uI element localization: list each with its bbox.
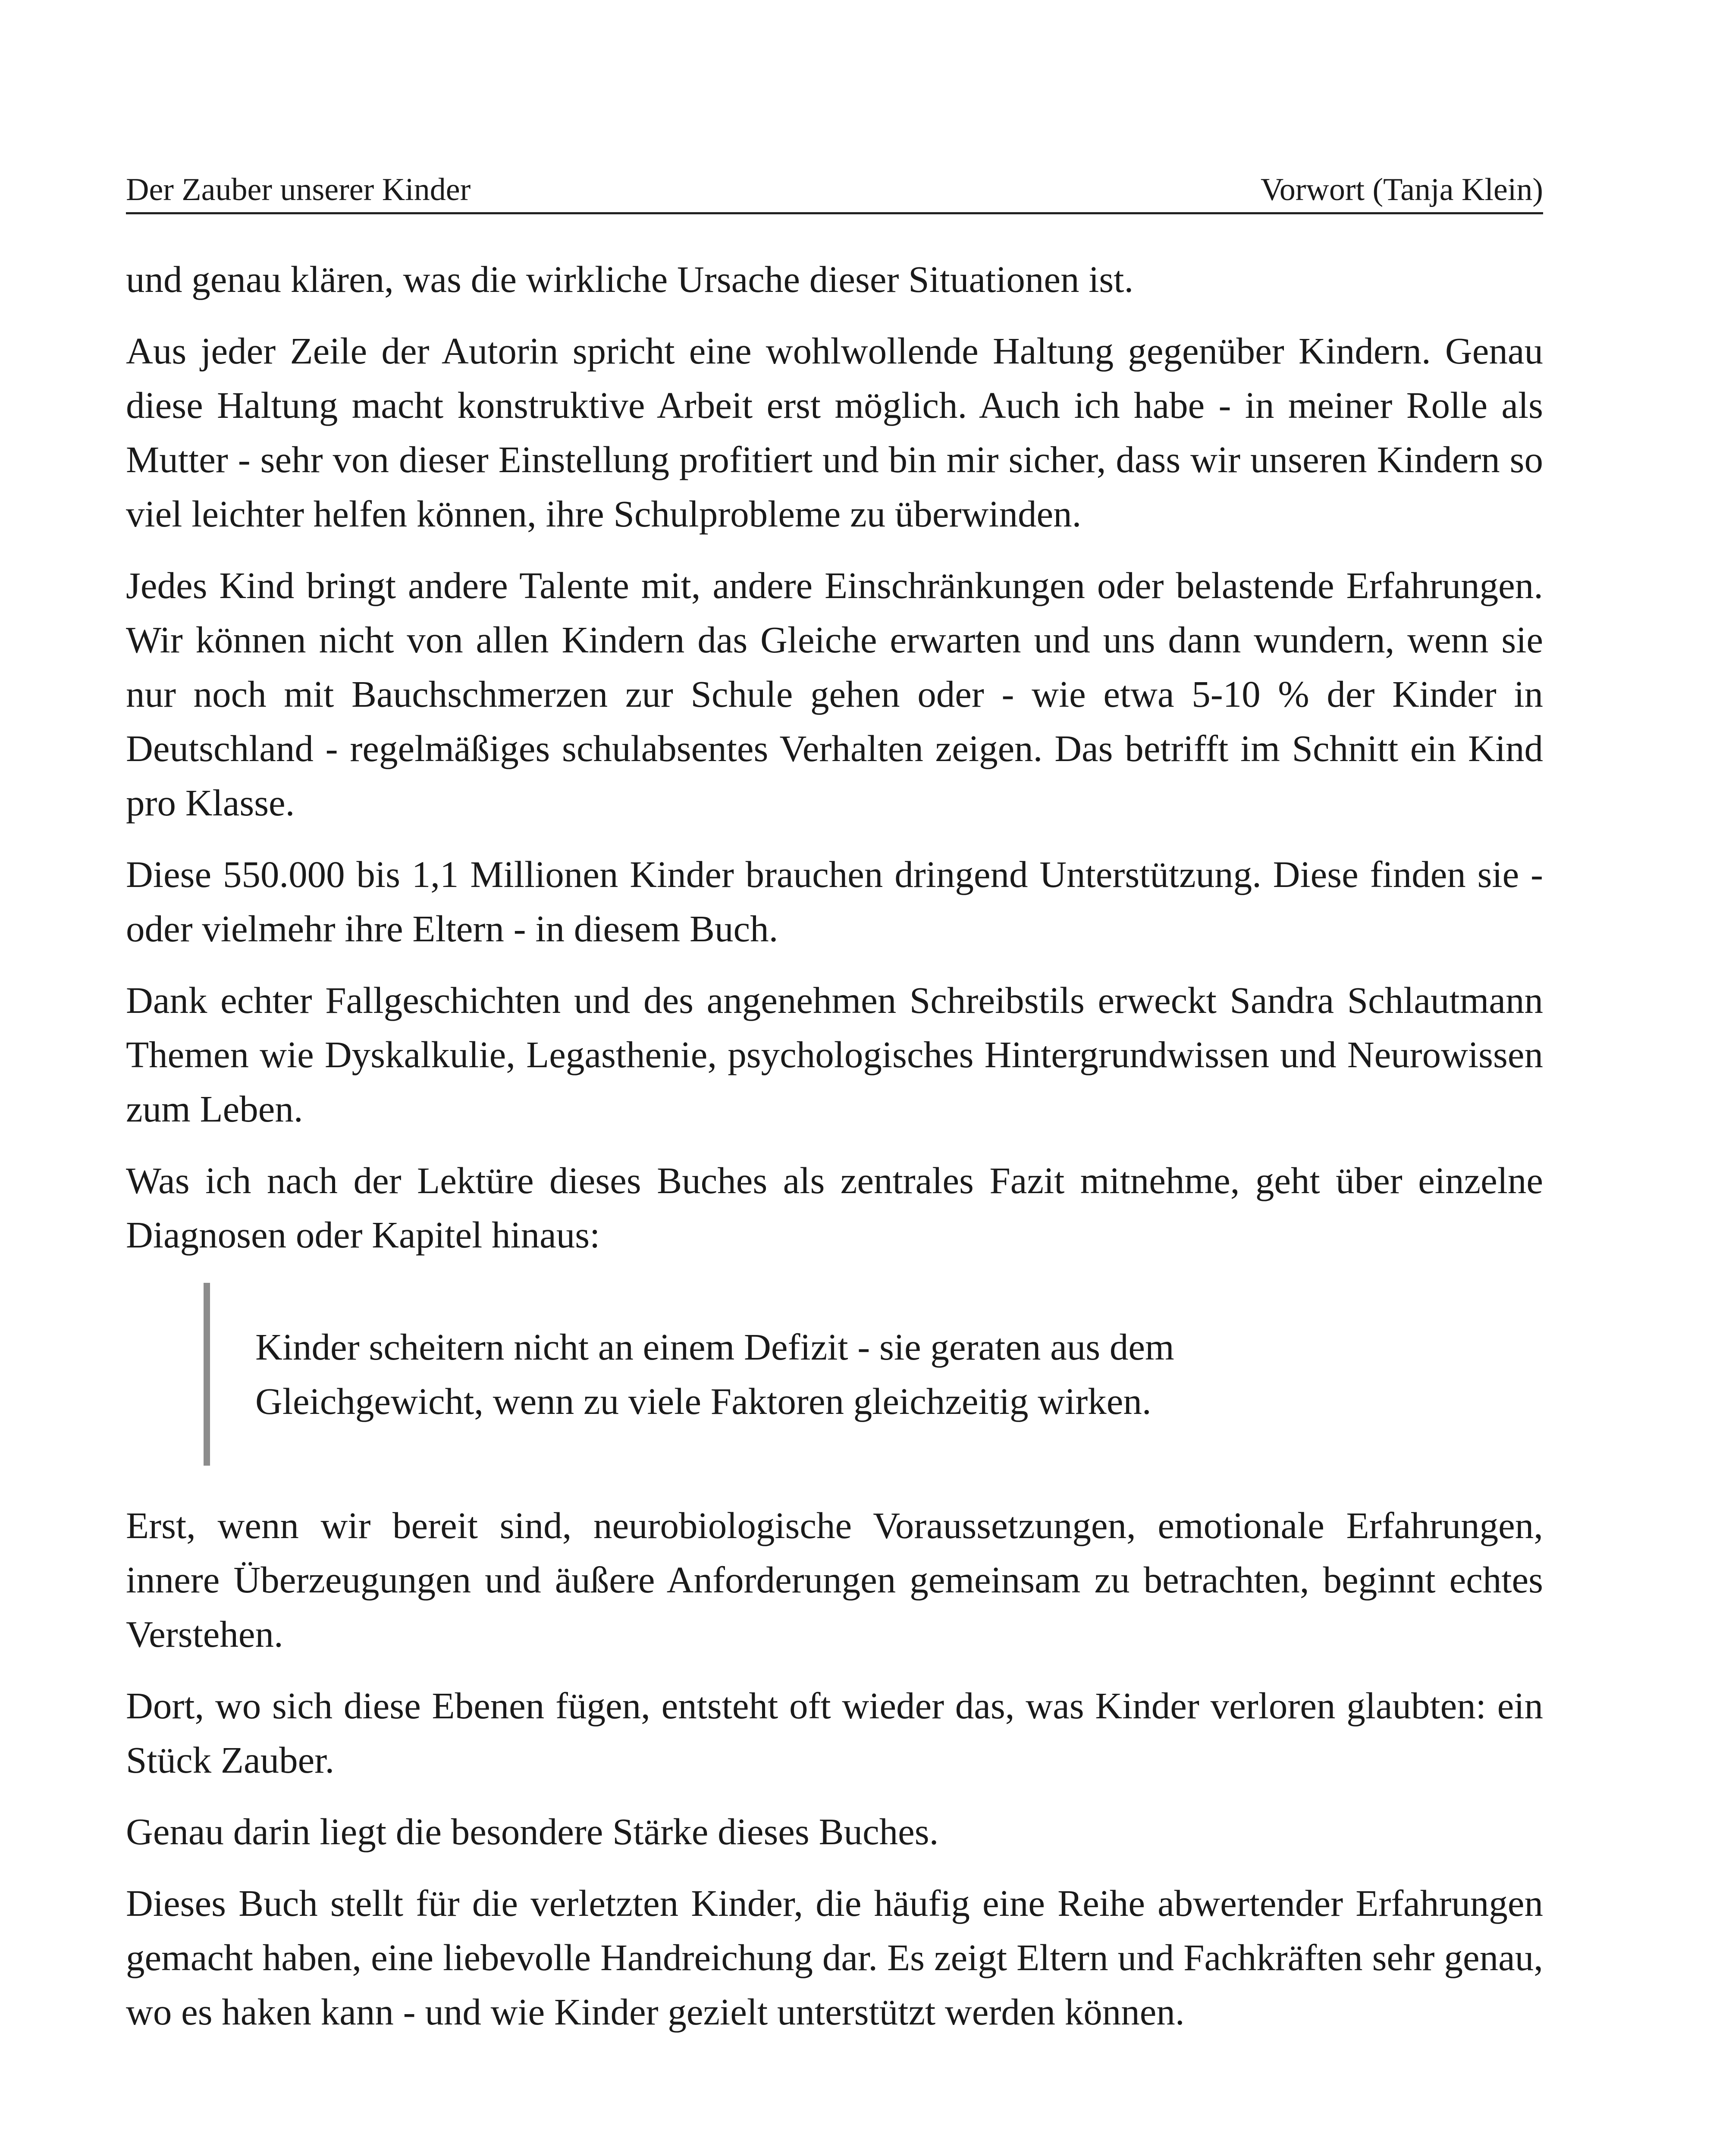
paragraph: Erst, wenn wir bereit sind, neurobiologische Voraussetzungen, emotionale Erfahrungen, innere Überzeugungen und äußere Anforderungen gemeinsam zu betrachten, beginnt echtes Verstehen. xyxy=(126,1504,1543,1655)
quote-line: Kinder scheitern nicht an einem Defizit - sie geraten aus dem xyxy=(255,1326,1174,1368)
page-body xyxy=(126,252,1543,2056)
paragraph: Dieses Buch stellt für die verletzten Kinder, die häufig eine Reihe abwertender Erfahrungen gemacht haben, eine liebevolle Handreichung dar. Es zeigt Eltern und Fachkräften sehr genau, wo es haken kann - und wie Kinder gezielt unterstützt werden können. xyxy=(126,1882,1543,2033)
section-title: Vorwort (Tanja Klein) xyxy=(1260,172,1543,207)
paragraph: Jedes Kind bringt andere Talente mit, andere Einschränkungen oder belastende Erfahrungen. Wir können nicht von allen Kindern das Gleiche erwarten und uns dann wundern, wenn sie nur noch mit Bauchschmerzen zur Schule gehen oder - wie etwa 5-10 % der Kinder in Deutschland - regelmäßiges schulabsentes Verhalten zeigen. Das betrifft im Schnitt ein Kind pro Klasse. xyxy=(126,564,1543,824)
paragraph: und genau klären, was die wirkliche Ursache dieser Situationen ist. xyxy=(126,258,1134,300)
paragraph: Aus jeder Zeile der Autorin spricht eine wohlwollende Haltung gegenüber Kindern. Genau diese Haltung macht konstruktive Arbeit erst möglich. Auch ich habe - in meiner Rolle als Mutter - sehr von dieser Einstellung profitiert und bin mir sicher, dass wir unseren Kindern so viel leichter helfen können, ihre Schulprobleme zu überwinden. xyxy=(126,330,1543,535)
paragraph: Genau darin liegt die besondere Stärke dieses Buches. xyxy=(126,1811,939,1852)
paragraph: Dort, wo sich diese Ebenen fügen, entsteht oft wieder das, was Kinder verloren glaubten: ein Stück Zauber. xyxy=(126,1685,1543,1781)
running-header xyxy=(126,168,1543,211)
paragraph: Dank echter Fallgeschichten und des angenehmen Schreibstils erweckt Sandra Schlautmann Themen wie Dyskalkulie, Legasthenie, psychologisches Hintergrundwissen und Neurowissen zum Leben. xyxy=(126,979,1543,1130)
paragraph: Diese 550.000 bis 1,1 Millionen Kinder brauchen dringend Unterstützung. Diese finden sie - oder vielmehr ihre Eltern - in diesem Buch. xyxy=(126,853,1543,950)
quote-block xyxy=(204,1283,1543,1466)
header-divider xyxy=(126,212,1543,214)
paragraph: Was ich nach der Lektüre dieses Buches als zentrales Fazit mitnehme, geht über einzelne Diagnosen oder Kapitel hinaus: xyxy=(126,1159,1543,1256)
quote-line: Gleichgewicht, wenn zu viele Faktoren gleichzeitig wirken. xyxy=(255,1380,1152,1422)
book-title: Der Zauber unserer Kinder xyxy=(126,172,471,207)
